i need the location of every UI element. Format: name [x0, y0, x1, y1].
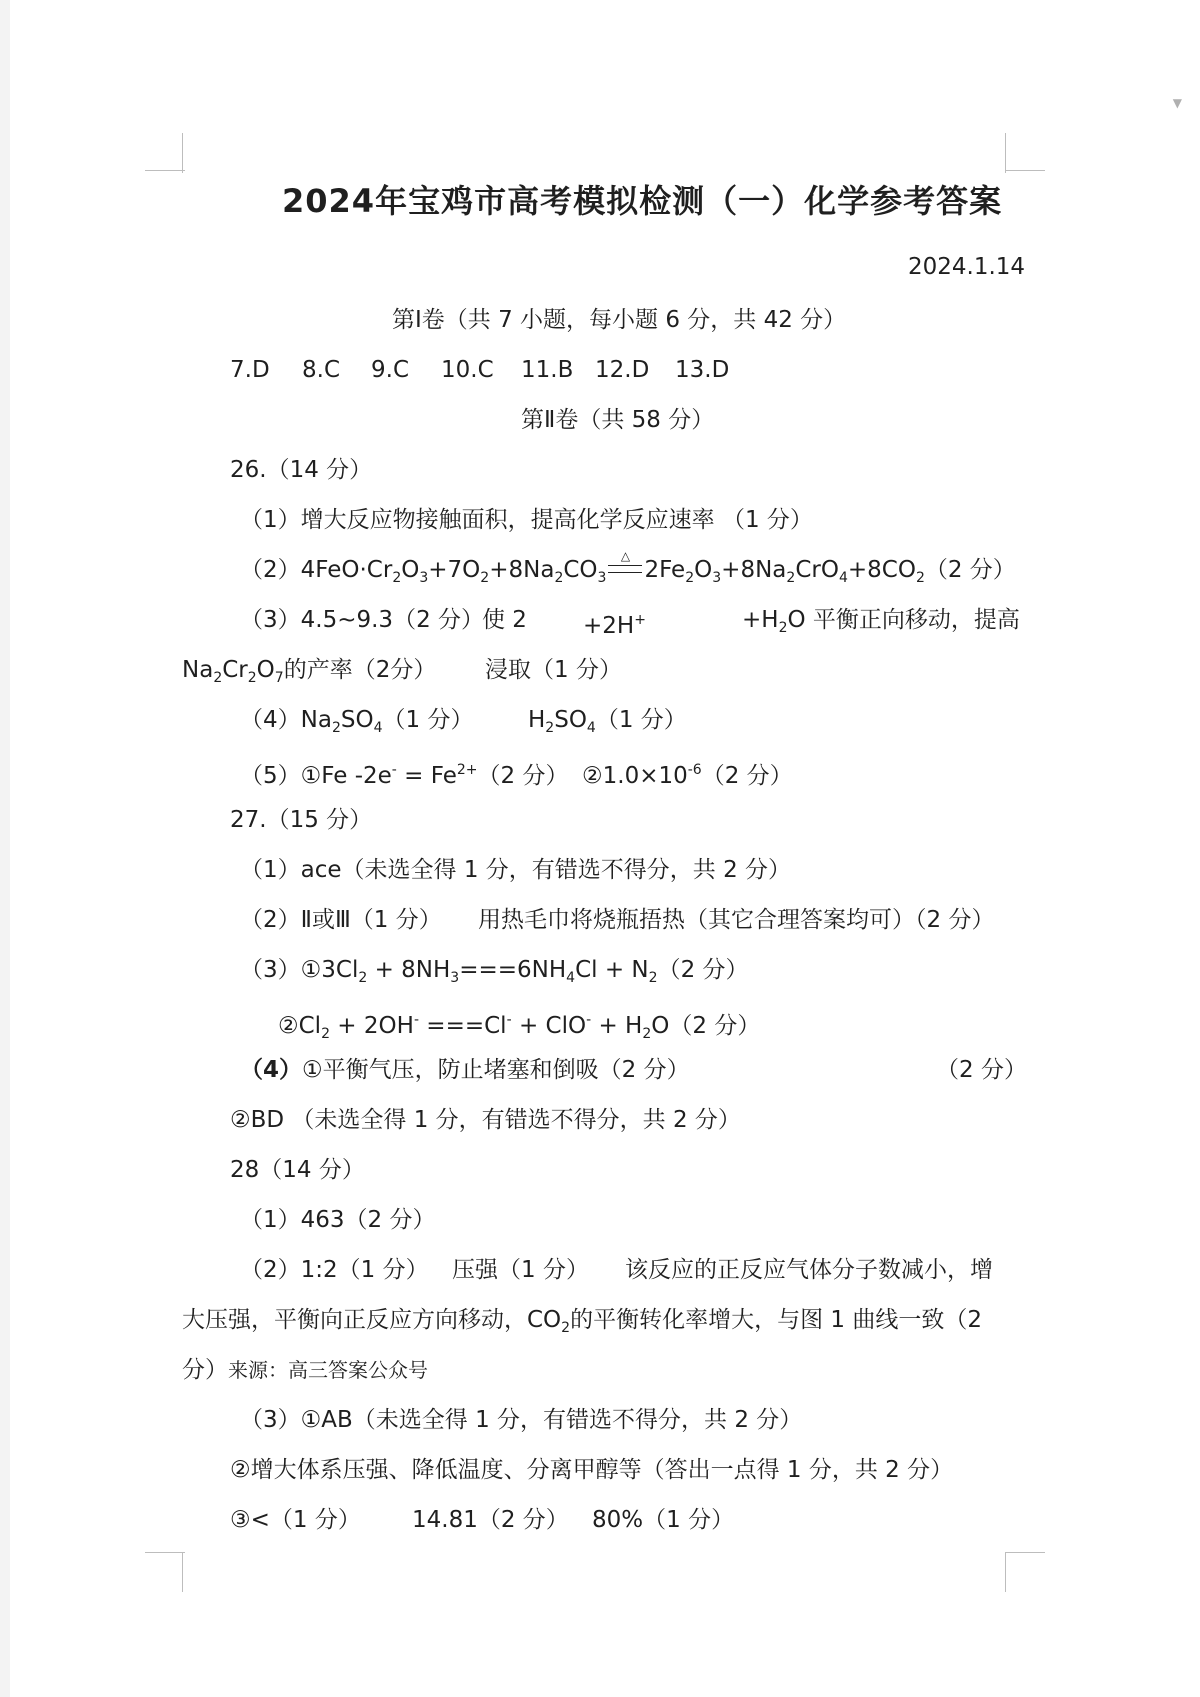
q27-answer-3-score1: （2 分）: [657, 957, 749, 983]
q28-answer-3-3a: ③<（1 分）: [230, 1507, 361, 1533]
q27-answer-3-2: $②Cl_2 + 2OH^- ===Cl^- + ClO^- + H_2O(2$ 分）: [278, 1012, 761, 1042]
document-title: 2024年宝鸡市高考模拟检测（一）化学参考答案: [282, 182, 1003, 220]
page-edge: [0, 0, 10, 1697]
scroll-down-icon[interactable]: ▼: [1172, 96, 1182, 110]
q28-answer-2-reason: 该反应的正反应气体分子数减小，增: [625, 1257, 993, 1283]
answer-7: 7.D: [230, 357, 270, 383]
q28-answer-1: （1）463（2 分）: [240, 1207, 436, 1233]
q27-answer-4: [240, 1055, 690, 1085]
q28-answer-2-press: 压强（1 分）: [452, 1257, 589, 1283]
answer-9: 9.C: [371, 357, 410, 383]
q26-answer-1: （1）增大反应物接触面积，提高化学反应速率 （1 分）: [240, 507, 813, 533]
answer-11: 11.B: [521, 357, 574, 383]
document-date: 2024.1.14: [908, 254, 1026, 280]
q26-answer-4-label: （4）: [240, 707, 301, 733]
q26-answer-3: [240, 605, 484, 635]
q27-answer-4-2: ②BD （未选全得 1 分，有错选不得分，共 2 分）: [230, 1107, 741, 1133]
q27-answer-4-right: （2 分）: [936, 1057, 1027, 1083]
q26-answer-3-h-ion: +2H+: [583, 612, 646, 639]
q26-answer-3-cont: $Na_2Cr_2O_7$的产率（2分）: [182, 657, 437, 686]
q28-answer-3-1: （3）①AB（未选全得 1 分，有错选不得分，共 2 分）: [240, 1407, 803, 1433]
crop-mark-bottom-right: [1005, 1552, 1006, 1592]
answer-12: 12.D: [595, 357, 650, 383]
source-note: 来源：高三答案公众号: [228, 1358, 428, 1382]
q28-answer-2-cont2-text: 分）: [182, 1357, 228, 1383]
q28-answer-2-cont2: [182, 1355, 428, 1385]
q26-answer-5-score1: （2 分）: [477, 763, 569, 789]
q26-heading: 26.（14 分）: [230, 457, 373, 483]
crop-mark-bottom-left: [182, 1552, 183, 1592]
q27-answer-1: （1）ace（未选全得 1 分，有错选不得分，共 2 分）: [240, 857, 792, 883]
crop-mark-top-right: [1005, 133, 1006, 173]
q27-answer-4-label: （4）: [240, 1057, 303, 1083]
q28-answer-2-label: （2）1:2（1 分）: [240, 1257, 429, 1283]
q26-answer-3-extra: 浸取（1 分）: [485, 657, 622, 683]
q26-answer-4: $(4)Na_2SO_4(1$ 分）: [240, 707, 474, 736]
q26-answer-3-cont-text: 的产率（2分）: [283, 657, 437, 683]
crop-mark-bottom-right: [1005, 1552, 1045, 1553]
q27-answer-3-score2: （2 分）: [669, 1013, 761, 1039]
crop-mark-top-left: [145, 170, 185, 171]
part1-heading: 第Ⅰ卷（共 7 小题，每小题 6 分，共 42 分）: [392, 307, 847, 333]
q28-answer-3-3c: 80%（1 分）: [592, 1507, 735, 1533]
q28-heading: 28（14 分）: [230, 1157, 365, 1183]
crop-mark-bottom-left: [145, 1552, 185, 1553]
q27-heading: 27.（15 分）: [230, 807, 373, 833]
q26-answer-3-range: 4.5~9.3（2 分）: [300, 607, 485, 633]
q27-answer-4-text: ①平衡气压，防止堵塞和倒吸（2 分）: [302, 1057, 690, 1083]
q26-answer-4-score1: （1 分）: [382, 707, 474, 733]
crop-mark-top-right: [1005, 170, 1045, 171]
q28-answer-2-cont-a: 大压强，平衡向正反应方向移动，: [182, 1307, 527, 1333]
q26-answer-5: （5）①Fe $-2e^- = Fe^{2+}(2$ 分）: [240, 762, 569, 789]
q26-answer-3-text1: 使 2: [482, 607, 527, 633]
q26-answer-2-score: （2 分）: [924, 557, 1016, 583]
q27-answer-3-1: $(3)①3Cl_2 + 8NH_3===6NH_4Cl + N_2(2$ 分）: [240, 957, 749, 986]
q27-answer-2-text: 用热毛巾将烧瓶捂热（其它合理答案均可）（2 分）: [478, 907, 995, 933]
q26-answer-3-water: $+H_2O$ 平衡正向移动，提高: [742, 607, 1020, 636]
q28-answer-3-3b: 14.81（2 分）: [412, 1507, 569, 1533]
q26-answer-5-label: （5）: [240, 763, 301, 789]
answer-8: 8.C: [302, 357, 341, 383]
q28-answer-2-cont: 大压强，平衡向正反应方向移动，$CO_2$的平衡转化率增大，与图 1 曲线一致（2: [182, 1307, 982, 1336]
answer-10: 10.C: [441, 357, 494, 383]
q26-answer-5-score2: （2 分）: [701, 763, 793, 789]
part2-heading: 第Ⅱ卷（共 58 分）: [521, 407, 715, 433]
q28-answer-2-cont-b: 的平衡转化率增大，与图 1 曲线一致（2: [570, 1307, 982, 1333]
q26-answer-2-label: （2）: [240, 557, 301, 583]
q28-answer-3-2: ②增大体系压强、降低温度、分离甲醇等（答出一点得 1 分，共 2 分）: [230, 1457, 954, 1483]
heat-equilibrium-sign: △: [606, 555, 644, 585]
q27-answer-3-label: （3）: [240, 957, 301, 983]
crop-mark-top-left: [182, 133, 183, 173]
answer-13: 13.D: [675, 357, 730, 383]
q26-answer-3-label: （3）: [240, 607, 301, 633]
q26-answer-5b: $②1.0\times 10^{-6}(2$ 分）: [582, 762, 793, 789]
q27-answer-2-label: （2）Ⅱ或Ⅲ（1 分）: [240, 907, 442, 933]
q26-answer-4-score2: （1 分）: [595, 707, 687, 733]
q26-answer-3-text2: 平衡正向移动，提高: [812, 607, 1020, 633]
q26-answer-2: $(2)4FeO\cdot Cr_2O_3+7O_2+8Na_2CO_3$ △ $2Fe_2O_3+8Na_2CrO_4+8CO_2(2$ 分）: [240, 549, 1016, 586]
q26-answer-4b: $H_2SO_4(1$ 分）: [528, 707, 687, 736]
